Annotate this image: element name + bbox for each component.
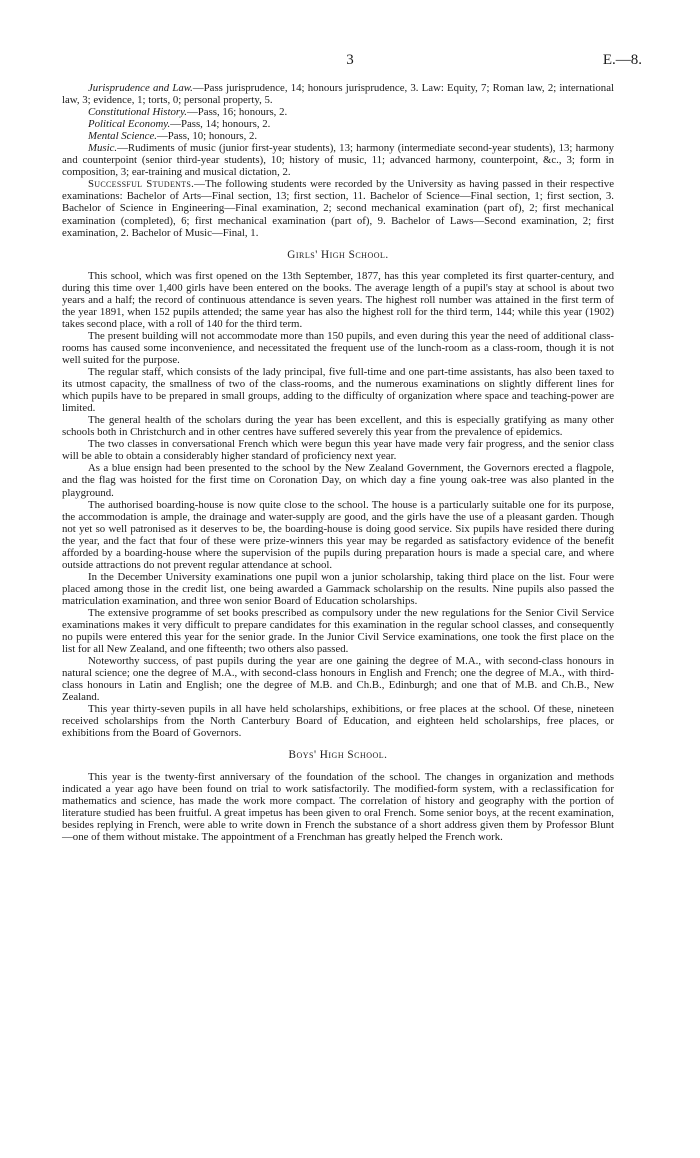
girls-paragraph: The two classes in conversational French which were begun this year have made very fair progress, and the senior class will be able to obtain a considerably higher standard of proficiency next year. — [62, 438, 614, 463]
girls-paragraph: As a blue ensign had been presented to the school by the New Zealand Government, the Governors erected a flagpole, and the flag was hoisted for the first time on Coronation Day, on which day a fine young oak-tree was also planted in the playground. — [62, 462, 614, 499]
successful-students-label: Successful Students. — [88, 178, 195, 191]
girls-paragraph: Noteworthy success, of past pupils during the year are one gaining the degree of M.A., with second-class honours in natural science; one the degree of M.A., with second-class honours in English and French; one the degree of M.A., with third-class honours in Latin and English; one the degree of M.B. and Ch.B., Edinburgh; and one that of M.B. and Ch.B., New Zealand. — [62, 655, 614, 704]
girls-paragraph: The regular staff, which consists of the lady principal, five full-time and one part-time assistants, has also been taxed to its utmost capacity, the smallness of two of the class-rooms, and the numerous examinations on slightly different lines for which pupils have to be prepared in small groups, adding to the difficulty of organization where space and teaching-power are limited. — [62, 366, 614, 415]
subject-name: Political Economy. — [88, 118, 171, 131]
subject-text: —Rudiments of music (junior first-year students), 13; harmony (intermediate second-year students), 13; harmony and counterpoint (senior third-year students), 10; history of music, 11; advanced harmony, counterpoint, &c., 3; form in composition, 3; ear-training and musical dictation, 2. — [62, 142, 614, 179]
page-reference: E.—8. — [602, 52, 642, 68]
subject-jurisprudence — [62, 82, 614, 106]
subject-text: —Pass jurisprudence, 14; honours jurisprudence, 3. Law: Equity, 7; Roman law, 2; international law, 3; evidence, 1; torts, 0; personal property, 5. — [62, 82, 614, 107]
girls-paragraph: This school, which was first opened on the 13th September, 1877, has this year completed its first quarter-century, and during this time over 1,400 girls have been entered on the books. The average length of a pupil's stay at school is about two years and a half; the record of continuous attendance is seven years. The highest roll number was attained in the first term of the year 1891, when 152 pupils attended; the same year has also the highest roll for the third term, 144; while this year (1902) takes second place, with a roll of 140 for the third term. — [62, 269, 614, 330]
subject-constitutional-history — [62, 106, 614, 118]
subject-name: Music. — [88, 142, 118, 155]
girls-paragraph: The authorised boarding-house is now quite close to the school. The house is a particularly suitable one for its purpose, the accommodation is ample, the drainage and water-supply are good, and the girls have the use of a pleasant garden. Though not yet so well patronised as it deserves to be, the boarding-house is doing good service. Six pupils have resided there during the year, and the fact that four of these were prize-winners this year may be regarded as satisfactory evidence of the benefit afforded by a boarding-house where the supervision of the pupils during preparation hours is made a special care, and where outside attractions do not prevent regular attendance at school. — [62, 498, 614, 571]
subject-text: —Pass, 14; honours, 2. — [170, 118, 271, 131]
subject-text: —Pass, 10; honours, 2. — [156, 130, 258, 143]
successful-students-text: —The following students were recorded by the University as having passed in their respective examinations: Bachelor of Arts—Final section, 13; first section, 11. Bachelor of Science—Final section, 1; first section, 3. Bachelor of Science in Engineering—Final examination, 2; second mechanical examination (part of), 2; first mechanical examination (completed), 6; first mechanical examination (part of), 9. Bachelor of Laws—Second examination, 2; first examination, 2. Bachelor of Music—Final, 1. — [62, 178, 614, 239]
boys-high-school-heading: Boys' High School. — [288, 749, 388, 762]
subject-political-economy — [62, 118, 614, 130]
boys-paragraph: This year is the twenty-first anniversary of the foundation of the school. The changes in organization and methods indicated a year ago have been found on trial to work satisfactorily. The modified-form system, with a reclassification for mathematics and science, has made the work more compact. The correlation of history and geography with the portion of literature studied has been fruitful. A great impetus has been given to oral French. Some senior boys, at the recent examination, besides replying in French, were able to write down in French the substance of a short address given them by Professor Blunt—one of them without mistake. The appointment of a Frenchman has greatly helped the French work. — [62, 770, 614, 843]
page-body — [62, 82, 614, 843]
subject-music — [62, 142, 614, 178]
subject-name: Mental Science. — [88, 130, 157, 143]
subject-name: Jurisprudence and Law. — [88, 82, 193, 94]
page-number: 3 — [346, 52, 354, 68]
girls-paragraph: This year thirty-seven pupils in all have held scholarships, exhibitions, or free places at the school. Of these, nineteen received scholarships from the North Canterbury Board of Education, and eighteen held scholarships, free places, or exhibitions from the Board of Governors. — [62, 703, 614, 740]
girls-high-school-heading: Girls' High School. — [287, 248, 389, 261]
girls-paragraph: The general health of the scholars during the year has been excellent, and this is especially gratifying as many other schools both in Christchurch and in other centres have suffered severely this year from the prevalence of epidemics. — [62, 414, 614, 439]
subject-text: —Pass, 16; honours, 2. — [187, 106, 288, 119]
subject-mental-science — [62, 130, 614, 142]
girls-paragraph: In the December University examinations one pupil won a junior scholarship, taking third place on the list. Four were placed among those in the credit list, one being awarded a Gammack scholarship on the results. Nine pupils also passed the matriculation examination, and three won senior Board of Education scholarships. — [62, 570, 614, 607]
girls-paragraph: The extensive programme of set books prescribed as compulsory under the new regulations for the Senior Civil Service examinations makes it very difficult to prepare candidates for this examination in the regular school classes, and consequently no pupils were entered this year for the senior grade. In the Junior Civil Service examinations, one took the first place on the list for all New Zealand, and one fifteenth; two others also passed. — [62, 606, 614, 656]
girls-paragraph: The present building will not accommodate more than 150 pupils, and even during this year the need of additional class-rooms has caused some inconvenience, and necessitated the frequent use of the lunch-room as a class-room, though it is not well suited for the purpose. — [62, 329, 614, 366]
subject-name: Constitutional History. — [88, 106, 187, 119]
successful-students-paragraph — [62, 178, 614, 238]
